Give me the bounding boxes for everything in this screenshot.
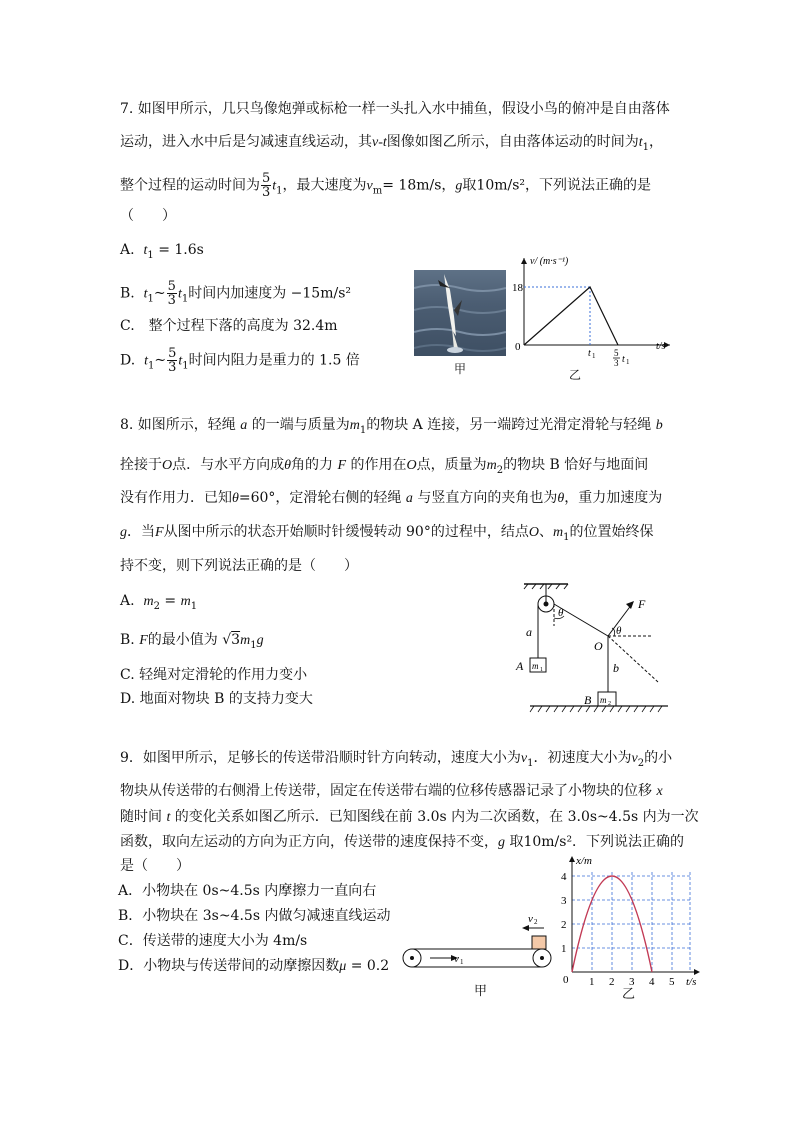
q9-xt-graph — [552, 852, 704, 992]
q7-line-3: 整个过程的运动时间为 $\frac{5}{3}$ $t_1$，最大速度为$v_m= 18m/s$，g取10m/s²，下列说法正确的是 — [120, 171, 652, 200]
svg-text:1: 1 — [589, 976, 595, 988]
svg-text:0: 0 — [563, 974, 569, 986]
q9-line-3: 随时间 t 的变化关系如图乙所示．已知图线在前 3.0s 内为二次函数，在 3.0s~4.5s 内为一次 — [120, 809, 699, 825]
svg-text:5: 5 — [614, 348, 619, 358]
q9-option-d: D．小物块与传送带间的动摩擦因数μ = 0.2 — [118, 958, 390, 974]
q8-option-c: C. 轻绳对定滑轮的作用力变小 — [120, 667, 308, 683]
y-axis-label: v/ (m·s⁻¹) — [530, 256, 569, 267]
q8-option-a: A. $m_2 = m_1$ — [120, 593, 198, 612]
q7-vt-graph — [508, 252, 680, 380]
q9-line-4: 函数，取向左运动的方向为正方向，传送带的速度保持不变，g 取10m/s²．下列说法正确的 — [120, 834, 685, 850]
svg-text:B: B — [584, 693, 592, 707]
q9-option-c: C．传送带的速度大小为 4m/s — [118, 933, 308, 949]
q9-line-1: 9．如图甲所示，足够长的传送带沿顺时针方向转动，速度大小为$v_1$．初速度大小为$v_2$的小 — [120, 750, 673, 769]
y-tick-18: 18 — [512, 282, 523, 294]
q8-line-3: 没有作用力．已知θ=60°，定滑轮右侧的轻绳 a 与竖直方向的夹角也为θ，重力加速度为 — [120, 490, 663, 506]
q7-caption-jia: 甲 — [454, 362, 467, 376]
q9-option-a: A．小物块在 0s~4.5s 内摩擦力一直向右 — [118, 883, 377, 899]
velocity-line — [524, 287, 618, 345]
svg-text:t: t — [588, 348, 591, 359]
q8-line-4: g．当F从图中所示的状态开始顺时针缓慢转动 90°的过程中，结点O、$m_1$的位置始终保 — [120, 524, 654, 543]
diving-bird-photo — [414, 270, 506, 356]
q8-line-5: 持不变，则下列说法正确的是（ ） — [120, 558, 358, 574]
svg-text:v: v — [454, 953, 459, 965]
svg-text:θ: θ — [616, 625, 622, 637]
q7-line-1: 7. 如图甲所示，几只鸟像炮弹或标枪一样一头扎入水中捕鱼，假设小鸟的俯冲是自由落体 — [120, 101, 670, 117]
q8-line-2: 拴接于O点．与水平方向成θ角的力 F 的作用在O点，质量为$m_2$的物块 B 恰好与地面间 — [120, 457, 649, 476]
svg-text:5: 5 — [669, 976, 675, 988]
x-axis-label: t/s — [656, 341, 666, 352]
q7-line-2: 运动，进入水中后是匀减速直线运动，其v-t图像如图乙所示，自由落体运动的时间为$t_1$， — [120, 134, 664, 153]
q7-caption-yi: 乙 — [569, 368, 582, 382]
svg-text:2: 2 — [609, 976, 615, 988]
svg-text:A: A — [516, 659, 524, 673]
q9-conveyor-diagram — [400, 910, 560, 974]
q8-option-b: B. F的最小值为 $√3m_1g$ — [120, 632, 264, 651]
q7-option-a: A. $t_1 = 1.6s$ — [120, 242, 204, 261]
svg-text:1: 1 — [460, 958, 464, 966]
q9-caption-yi: 乙 — [622, 987, 636, 1002]
svg-text:4: 4 — [649, 976, 655, 988]
svg-text:2: 2 — [608, 701, 611, 707]
svg-text:4: 4 — [561, 871, 567, 883]
svg-text:1: 1 — [626, 358, 630, 366]
svg-text:θ: θ — [558, 607, 564, 619]
small-block — [532, 936, 546, 949]
q9-line-5: 是（ ） — [120, 858, 190, 874]
q7-paren: （ ） — [120, 208, 176, 224]
q9-line-2: 物块从传送带的右侧滑上传送带，固定在传送带右端的位移传感器记录了小物块的位移 x — [120, 783, 663, 799]
q7-option-d: D. $t_1\sim$ $\frac{5}{3}$ $t_1$时间内阻力是重力的 1.5 倍 — [120, 346, 360, 375]
svg-text:F: F — [638, 597, 646, 611]
svg-text:t: t — [622, 354, 625, 365]
svg-text:3: 3 — [629, 976, 635, 988]
q7-option-c: C. 整个过程下落的高度为 32.4m — [120, 318, 338, 334]
svg-text:b: b — [613, 661, 619, 675]
x-axis-label: t/s — [686, 976, 697, 988]
svg-text:1: 1 — [592, 352, 596, 360]
q9-option-b: B．小物块在 3s~4.5s 内做匀减速直线运动 — [118, 908, 391, 924]
q8-pulley-diagram — [510, 582, 670, 718]
q7-option-b: B. $t_1\sim$ $\frac{5}{3}$ $t_1$时间内加速度为 −15m/s² — [120, 279, 351, 308]
q8-line-1: 8. 如图所示，轻绳 a 的一端与质量为$m_1$的物块 A 连接，另一端跨过光滑定滑轮与轻绳 b — [120, 417, 663, 436]
svg-text:O: O — [594, 639, 603, 653]
svg-text:3: 3 — [614, 358, 619, 368]
svg-text:m: m — [532, 661, 539, 671]
y-axis-label: x/m — [576, 855, 592, 867]
svg-text:v: v — [528, 913, 533, 925]
svg-text:2: 2 — [534, 918, 538, 926]
svg-text:m: m — [600, 695, 607, 705]
svg-text:1: 1 — [540, 667, 543, 673]
q9-caption-jia: 甲 — [474, 984, 488, 999]
q8-option-d: D. 地面对物块 B 的支持力变大 — [120, 691, 313, 707]
svg-text:2: 2 — [561, 919, 567, 931]
origin-label: 0 — [515, 341, 521, 353]
svg-text:1: 1 — [561, 943, 567, 955]
svg-text:a: a — [526, 625, 532, 639]
svg-text:3: 3 — [561, 895, 567, 907]
